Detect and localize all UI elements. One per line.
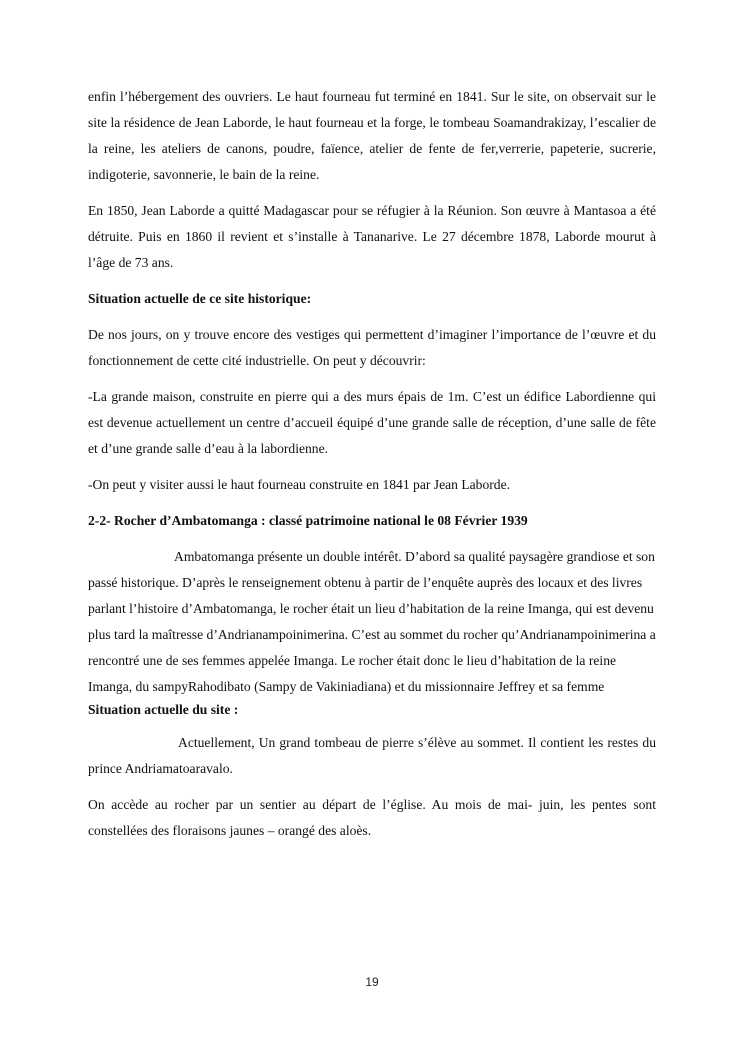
- document-page: [88, 84, 656, 854]
- paragraph-access-rocher: On accède au rocher par un sentier au départ de l’église. Au mois de mai- juin, les pentes sont constellées des floraisons jaunes – orangé des aloès.: [88, 797, 656, 838]
- paragraph-laborde-history: En 1850, Jean Laborde a quitté Madagascar pour se réfugier à la Réunion. Son œuvre à Mantasoa a été détruite. Puis en 1860 il revient et s’installe à Tananarive. Le 27 décembre 1878, Laborde mourut à l’âge de 73 ans.: [88, 203, 656, 270]
- paragraph-tombeau: Actuellement, Un grand tombeau de pierre s’élève au sommet. Il contient les restes du prince Andriamatoaravalo.: [88, 735, 656, 776]
- page-number: 19: [365, 975, 379, 989]
- heading-current-situation-site: Situation actuelle du site :: [88, 702, 239, 717]
- paragraph-vestiges: De nos jours, on y trouve encore des vestiges qui permettent d’imaginer l’importance de l’œuvre et du fonctionnement de cette cité industrielle. On peut y découvrir:: [88, 327, 656, 368]
- paragraph-ambatomanga-interest: Ambatomanga présente un double intérêt. D’abord sa qualité paysagère grandiose et son passé historique. D’après le renseignement obtenu à partir de l’enquête auprès des locaux et des livres parlant l’histoire d’Ambatomanga, le rocher était un lieu d’habitation de la reine Imanga, qui est devenu plus tard la maîtresse d’Andrianampoinimerina. C’est au sommet du rocher qu’Andrianampoinimerina a rencontré une de ses femmes appelée Imanga. Le rocher était donc le lieu d’habitation de la reine Imanga, du sampyRahodibato (Sampy de Vakiniadiana) et du missionnaire Jeffrey et sa femme: [88, 549, 656, 694]
- heading-rocher-ambatomanga: 2-2- Rocher d’Ambatomanga : classé patrimoine national le 08 Février 1939: [88, 513, 528, 528]
- paragraph-grande-maison: -La grande maison, construite en pierre qui a des murs épais de 1m. C’est un édifice Labordienne qui est devenue actuellement un centre d’accueil équipé d’une grande salle de réception, d’une salle de fête et d’une grande salle d’eau à la labordienne.: [88, 389, 656, 456]
- paragraph-site-description: enfin l’hébergement des ouvriers. Le haut fourneau fut terminé en 1841. Sur le site, on observait sur le site la résidence de Jean Laborde, le haut fourneau et la forge, le tombeau Soamandrakizay, l’escalier de la reine, les ateliers de canons, poudre, faïence, atelier de fente de fer,verrerie, papeterie, sucrerie, indigoterie, savonnerie, le bain de la reine.: [88, 89, 656, 182]
- paragraph-haut-fourneau: -On peut y visiter aussi le haut fourneau construite en 1841 par Jean Laborde.: [88, 477, 511, 492]
- heading-current-situation-historic-site: Situation actuelle de ce site historique:: [88, 291, 312, 306]
